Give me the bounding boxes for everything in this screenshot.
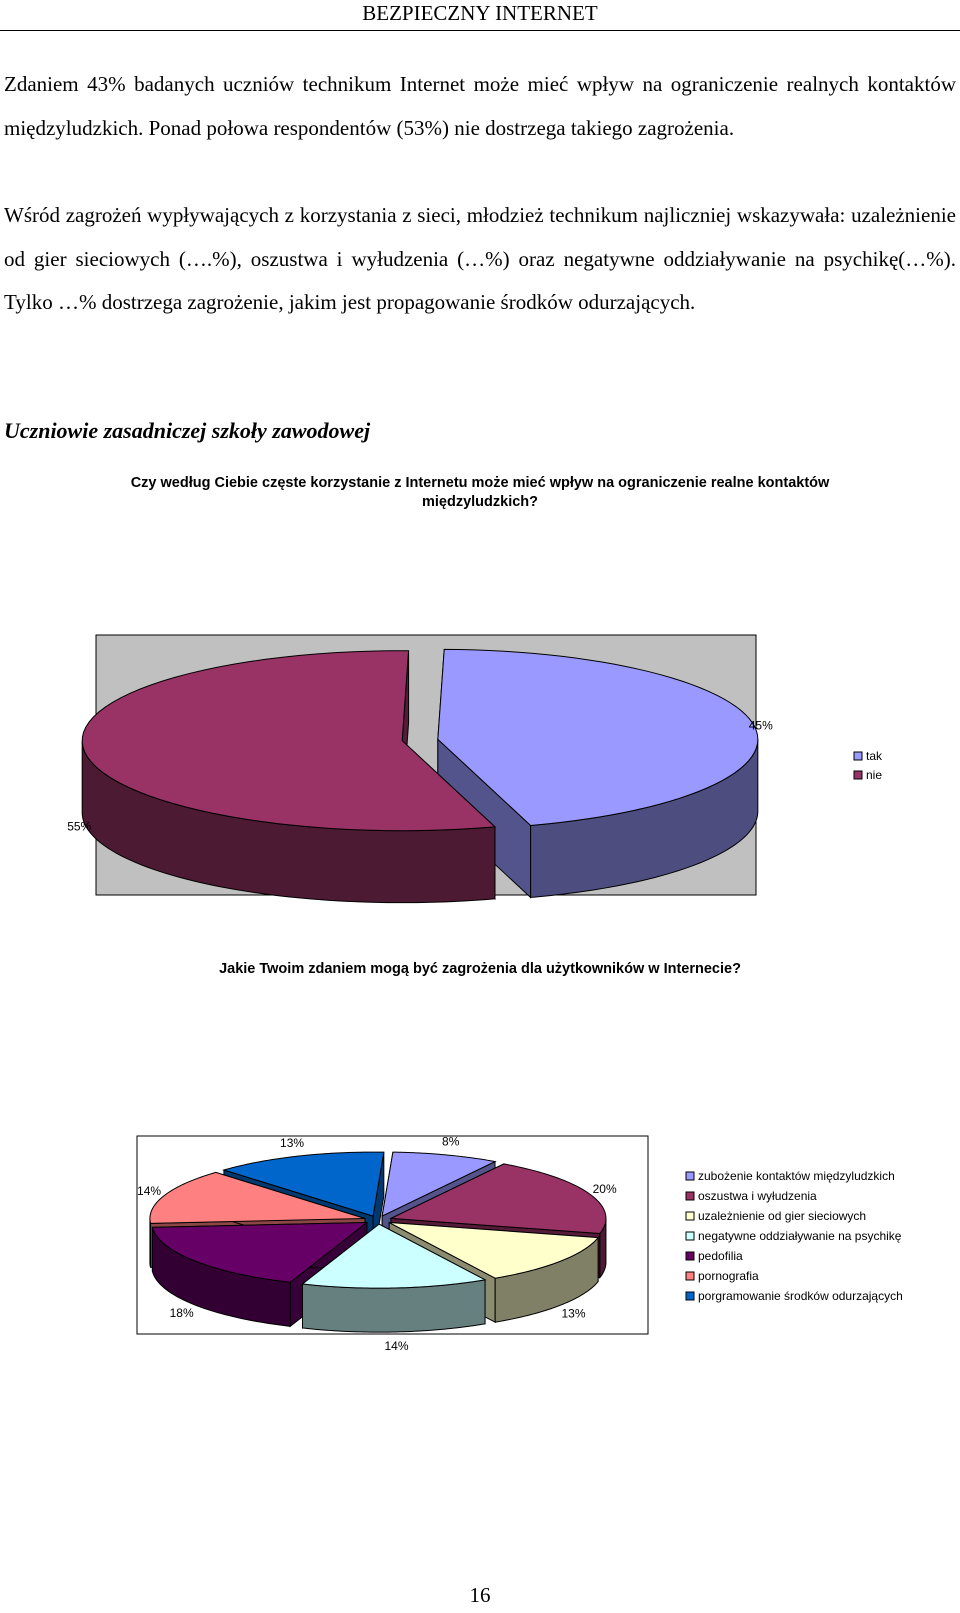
chart-2-legend-label-2: uzależnienie od gier sieciowych: [698, 1209, 867, 1223]
chart-2-data-label-1: 20%: [592, 1181, 617, 1196]
chart-1-data-label-1: 55%: [67, 819, 92, 834]
chart-2-data-label-6: 13%: [280, 1136, 305, 1151]
paragraph-1: Zdaniem 43% badanych uczniów technikum Internet może mieć wpływ na ograniczenie realnych kontaktów międzyludzkich. Ponad połowa respondentów (53%) nie dostrzega takiego zagrożenia.: [4, 72, 956, 140]
chart-2-legend-label-4: pedofilia: [698, 1249, 743, 1263]
chart-2-legend-label-1: oszustwa i wyłudzenia: [698, 1189, 817, 1203]
chart-2-data-label-2: 13%: [561, 1306, 586, 1321]
chart-1-legend-swatch-1: [854, 771, 862, 779]
chart-2-legend-label-5: pornografia: [698, 1269, 759, 1283]
chart-1-data-label-0: 45%: [748, 718, 773, 733]
chart-2-legend-swatch-1: [686, 1192, 694, 1200]
chart-2-legend-label-3: negatywne oddziaływanie na psychikę: [698, 1229, 902, 1243]
chart-2-legend-label-6: porgramowanie środków odurzających: [698, 1289, 903, 1303]
chart-2-legend-label-0: zubożenie kontaktów międzyludzkich: [698, 1169, 895, 1183]
chart-2-data-label-4: 18%: [169, 1306, 194, 1321]
chart-2-legend-swatch-0: [686, 1172, 694, 1180]
chart-2-data-label-5: 14%: [137, 1183, 162, 1198]
chart-2-legend-swatch-5: [686, 1272, 694, 1280]
chart-2-title: Jakie Twoim zdaniem mogą być zagrożenia dla użytkowników w Internecie?: [219, 961, 741, 977]
chart-2-slice-5-rim-0: [150, 1219, 151, 1268]
chart-1-pie: [0, 640, 960, 910]
page-header: [0, 0, 960, 31]
section-subheading: Uczniowie zasadniczej szkoły zawodowej: [4, 418, 371, 443]
chart-1-legend-swatch-0: [854, 752, 862, 760]
chart-2-legend-swatch-4: [686, 1252, 694, 1260]
header-title: BEZPIECZNY INTERNET: [362, 1, 598, 25]
chart-2-legend-swatch-3: [686, 1232, 694, 1240]
chart-1-legend-label-1: nie: [866, 768, 883, 782]
chart-1-title: Czy według Ciebie częste korzystanie z Internetu może mieć wpływ na ograniczenie realne kontaktów międzyludzkich?: [130, 475, 830, 510]
chart-2-legend-swatch-6: [686, 1292, 694, 1300]
chart-2-data-label-3: 14%: [384, 1338, 409, 1353]
page-number: 16: [469, 1583, 491, 1607]
chart-2-legend-swatch-2: [686, 1212, 694, 1220]
chart-2-pie: [0, 1134, 960, 1370]
chart-1-legend-label-0: tak: [866, 749, 883, 763]
paragraph-2: Wśród zagrożeń wypływających z korzystania z sieci, młodzież technikum najliczniej wskazywała: uzależnienie od gier sieciowych (….%), oszustwa i wyłudzenia (…%) oraz negatywne oddziaływanie na psychikę(…%). Tylko …% dostrzega zagrożenie, jakim jest propagowanie środków odurzających.: [4, 203, 956, 314]
chart-2-data-label-0: 8%: [442, 1134, 460, 1149]
